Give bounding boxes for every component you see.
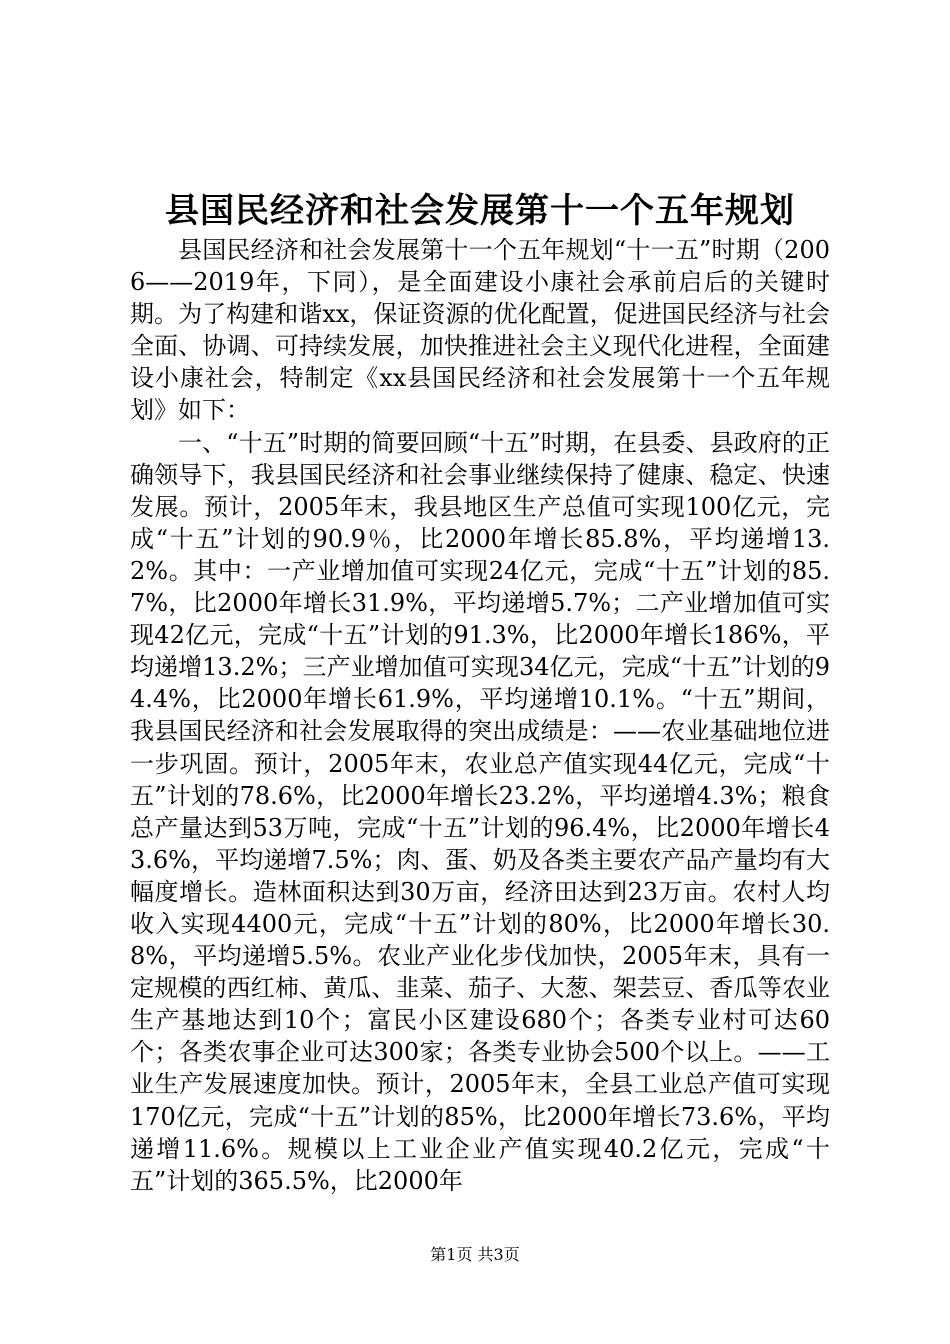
paragraph-review: 一、“十五”时期的简要回顾“十五”时期，在县委、县政府的正确领导下，我县国民经济和社会事业继续保持了健康、稳定、快速发展。预计，2005年末，我县地区生产总值可实现100亿元，完成“十五”计划的90.9％，比2000年增长85.8%，平均递增13.2%。其中：一产业增加值可实现24亿元，完成“十五”计划的85.7%，比2000年增长31.9%，平均递增5.7%；二产业增加值可实现42亿元，完成“十五”计划的91.3%，比2000年增长186%，平均递增13.2%；三产业增加值可实现34亿元，完成“十五”计划的94.4%，比2000年增长61.9%，平均递增10.1%。“十五”期间，我县国民经济和社会发展取得的突出成绩是：——农业基础地位进一步巩固。预计，2005年末，农业总产值实现44亿元，完成“十五”计划的78.6%，比2000年增长23.2%，平均递增4.3%；粮食总产量达到53万吨，完成“十五”计划的96.4%，比2000年增长43.6%，平均递增7.5%；肉、蛋、奶及各类主要农产品产量均有大幅度增长。造林面积达到30万亩，经济田达到23万亩。农村人均收入实现4400元，完成“十五”计划的80%，比2000年增长30.8%，平均递增5.5%。农业产业化步伐加快，2005年末，具有一定规模的西红柿、黄瓜、韭菜、茄子、大葱、架芸豆、香瓜等农业生产基地达到10个；富民小区建设680个；各类专业村可达60个；各类农事企业可达300家；各类专业协会500个以上。——工业生产发展速度加快。预计，2005年末，全县工业总产值可实现170亿元，完成“十五”计划的85%，比2000年增长73.6%，平均递增11.6%。规模以上工业企业产值实现40.2亿元，完成“十五”计划的365.5%，比2000年 <box>130 428 830 1195</box>
page-number: 第1页 共3页 <box>430 1245 520 1264</box>
document-body <box>130 234 830 1197</box>
document-title: 县国民经济和社会发展第十一个五年规划 <box>165 191 795 231</box>
paragraph-intro: 县国民经济和社会发展第十一个五年规划“十一五”时期（2006——2019年，下同），是全面建设小康社会承前启后的关键时期。为了构建和谐xx，保证资源的优化配置，促进国民经济与社会全面、协调、可持续发展，加快推进社会主义现代化进程，全面建设小康社会，特制定《xx县国民经济和社会发展第十一个五年规划》如下： <box>130 236 830 425</box>
